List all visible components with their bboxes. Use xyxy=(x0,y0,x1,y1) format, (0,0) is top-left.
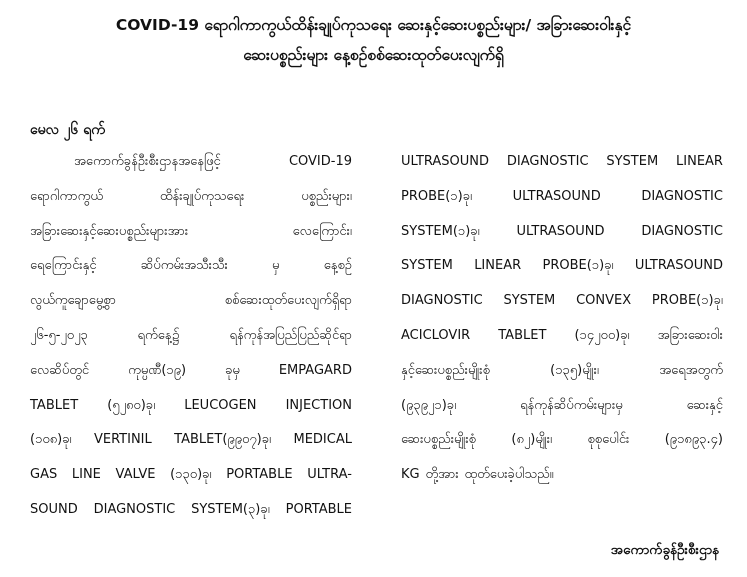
word: SYSTEM xyxy=(606,154,659,169)
word: LINEAR xyxy=(676,154,723,169)
word: TABLET xyxy=(498,327,547,343)
text-line xyxy=(30,458,352,493)
word: MEDICAL xyxy=(293,432,352,448)
word: PROBE(၁)ခု၊ xyxy=(651,293,723,309)
word: LEUCOGEN xyxy=(184,397,257,413)
word: ပစ္စည်းများ၊ xyxy=(301,188,352,204)
word: (၉၁၈၉၃.၄) xyxy=(664,432,723,448)
word: လေဆိပ်တွင် xyxy=(30,362,90,378)
word: (၁၄၂၀၀)ခု၊ xyxy=(574,327,630,343)
word: KG xyxy=(401,467,420,483)
word: ULTRASOUND xyxy=(634,258,723,274)
word: နှင့်ဆေးပစ္စည်းမျိုးစုံ xyxy=(401,362,490,378)
word: VALVE xyxy=(115,467,156,483)
word: ကုမ္ပဏီ(၁၉) xyxy=(128,362,187,378)
word: တို့အား xyxy=(425,467,459,483)
text-line xyxy=(30,249,352,284)
word: ၂၆-၅-၂၀၂၃ xyxy=(30,327,88,343)
text-line xyxy=(401,354,723,389)
word: (၈၂)မျိုး၊ xyxy=(511,432,553,448)
word: (၁၃၀)ခု၊ xyxy=(170,467,212,483)
title-line-2: ဆေးပစ္စည်းများ နေ့စဉ်စစ်ဆေးထုတ်ပေးလျက်ရှိ xyxy=(243,46,504,64)
word: SYSTEM(၁)ခု၊ xyxy=(401,223,480,239)
word: အခြားဆေးနှင့်ဆေးပစ္စည်းများအား xyxy=(30,223,189,239)
text-line xyxy=(30,319,352,354)
word: VERTINIL xyxy=(93,432,152,448)
signature: အကောက်ခွန်ဦးစီးဌာန xyxy=(610,542,719,558)
text-line xyxy=(401,284,723,319)
word: ULTRASOUND xyxy=(401,154,490,169)
text-line xyxy=(401,458,723,493)
word: ဆေးပစ္စည်းမျိုးစုံ xyxy=(401,432,476,448)
word: အရေအတွက် xyxy=(659,362,723,378)
text-line xyxy=(30,354,352,389)
word: DIAGNOSTIC xyxy=(506,154,589,169)
word: DIAGNOSTIC xyxy=(401,293,483,309)
word: COVID-19 xyxy=(288,154,352,169)
word: PROBE(၁)ခု၊ xyxy=(401,188,473,204)
title-line-1: COVID-19 ရောဂါကာကွယ်ထိန်းချုပ်ကုသရေး ဆေးနှင့်ဆေးပစ္စည်းများ/ အခြားဆေးဝါးနှင့် xyxy=(115,16,632,34)
word: စစ်ဆေးထုတ်ပေးလျက်ရှိရာ xyxy=(224,293,352,309)
text-line xyxy=(30,215,352,250)
word: CONVEX xyxy=(576,293,632,309)
word: အခြားဆေးဝါး xyxy=(657,327,723,343)
text-line xyxy=(401,249,723,284)
word: ထိန်းချုပ်ကုသရေး xyxy=(159,188,245,204)
word: DIAGNOSTIC xyxy=(641,223,723,239)
text-line xyxy=(401,145,723,180)
text-line xyxy=(401,215,723,250)
text-line xyxy=(401,180,723,215)
body-column-left xyxy=(30,145,352,528)
word: TABLET(၉၉၀၇)ခု၊ xyxy=(174,432,272,448)
word: ရောဂါကာကွယ် xyxy=(30,188,103,204)
text-line xyxy=(401,423,723,458)
word: DIAGNOSTIC xyxy=(641,188,723,204)
text-line xyxy=(30,389,352,424)
text-line xyxy=(30,145,352,180)
word: (၁၃၅)မျိုး၊ xyxy=(550,362,599,378)
word: TABLET xyxy=(30,397,79,413)
word: လွယ်ကူချောမွေ့စွာ xyxy=(30,293,116,309)
word: SYSTEM(၃)ခု၊ xyxy=(191,501,270,517)
word: PORTABLE xyxy=(226,467,293,483)
word: အကောက်ခွန်ဦးစီးဌာနအနေဖြင့် xyxy=(74,154,221,169)
word: လေကြောင်း၊ xyxy=(292,223,352,239)
word: GAS xyxy=(30,467,58,483)
document-title xyxy=(20,10,727,70)
word: ACICLOVIR xyxy=(401,327,471,343)
dateline: မေလ ၂၆ ရက် xyxy=(30,122,105,138)
word: ULTRA- xyxy=(307,467,352,483)
word: ULTRASOUND xyxy=(516,223,605,239)
word: DIAGNOSTIC xyxy=(93,501,176,517)
word: ထုတ်ပေးခဲ့ပါသည်။ xyxy=(464,467,554,483)
word: INJECTION xyxy=(285,397,352,413)
text-line xyxy=(401,389,723,424)
word: PORTABLE xyxy=(285,501,352,517)
word: (၁၀၈)ခု၊ xyxy=(30,432,72,448)
word: LINE xyxy=(71,467,101,483)
word: SOUND xyxy=(30,501,78,517)
word: LINEAR xyxy=(474,258,522,274)
word: ရန်ကုန်ဆိပ်ကမ်းများမှ xyxy=(520,397,623,413)
text-line xyxy=(401,319,723,354)
word: ခုမှ xyxy=(225,362,240,378)
word: ဆေးနှင့် xyxy=(686,397,723,413)
word: မှ xyxy=(272,258,280,274)
word: ဆိပ်ကမ်းအသီးသီး xyxy=(140,258,228,274)
text-line xyxy=(30,180,352,215)
word: SYSTEM xyxy=(401,258,453,274)
word: PROBE(၁)ခု၊ xyxy=(542,258,614,274)
word: (၉၃၉၂၁)ခု၊ xyxy=(401,397,457,413)
word: ရန်ကုန်အပြည်ပြည်ဆိုင်ရာ xyxy=(229,327,352,343)
text-line xyxy=(30,284,352,319)
word: EMPAGARD xyxy=(278,362,352,378)
body-column-right xyxy=(401,145,723,493)
word: ရက်နေ့၌ xyxy=(137,327,180,343)
text-line xyxy=(30,423,352,458)
word: SYSTEM xyxy=(503,293,556,309)
word: စုစုပေါင်း xyxy=(587,432,630,448)
text-line xyxy=(30,493,352,528)
word: ရေကြောင်းနှင့် xyxy=(30,258,97,274)
word: ULTRASOUND xyxy=(512,188,601,204)
word: (၅၂၈၀)ခု၊ xyxy=(107,397,156,413)
word: နေ့စဉ် xyxy=(323,258,352,274)
